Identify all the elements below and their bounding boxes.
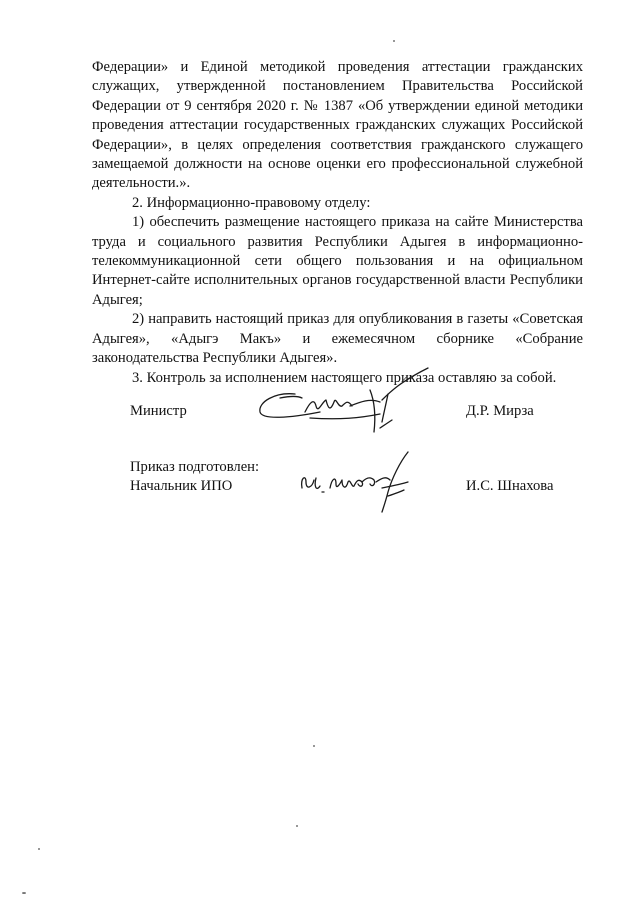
minister-title: Министр: [130, 403, 187, 419]
scan-speck: [296, 825, 298, 827]
minister-signature: [250, 362, 440, 437]
paragraph-item-2: 2. Информационно-правовому отделу:: [132, 194, 371, 211]
paragraph-item-3: 3. Контроль за исполнением настоящего приказа оставляю за собой.: [132, 369, 557, 386]
scan-speck: [38, 848, 40, 850]
paragraph-subitem-1: 1) обеспечить размещение настоящего приказа на сайте Министерства труда и социального развития Республики Адыгея в информационно-телекоммуникационной сети общего пользования и на официальном Интернет-сайте исполнительных органов государственной власти Республики Адыгея;: [92, 214, 583, 308]
preparer-title: Начальник ИПО: [130, 478, 233, 494]
scan-speck: [22, 892, 26, 894]
paragraph-continuation: Федерации» и Единой методикой проведения аттестации гражданских служащих, утвержденной постановлением Правительства Российской Федерации от 9 сентября 2020 г. № 1387 «Об утверждении единой методики проведения аттестации государственных гражданских служащих Российской Федерации», в целях определения соответствия гражданского служащего замещаемой должности на основе оценки его профессиональной служебной деятельности.».: [92, 59, 583, 192]
preparer-signature: [296, 448, 426, 520]
scan-speck: [313, 745, 315, 747]
prepared-label: Приказ подготовлен:: [130, 459, 260, 475]
scan-speck: [393, 40, 395, 42]
preparer-name: И.С. Шнахова: [466, 478, 554, 494]
paragraph-subitem-2: 2) направить настоящий приказ для опубликования в газеты «Советская Адыгея», «Адыгэ Макъ» и ежемесячном сборнике «Собрание законодательства Республики Адыгея».: [92, 311, 583, 367]
document-body: [92, 58, 583, 388]
minister-name: Д.Р. Мирза: [466, 403, 534, 419]
